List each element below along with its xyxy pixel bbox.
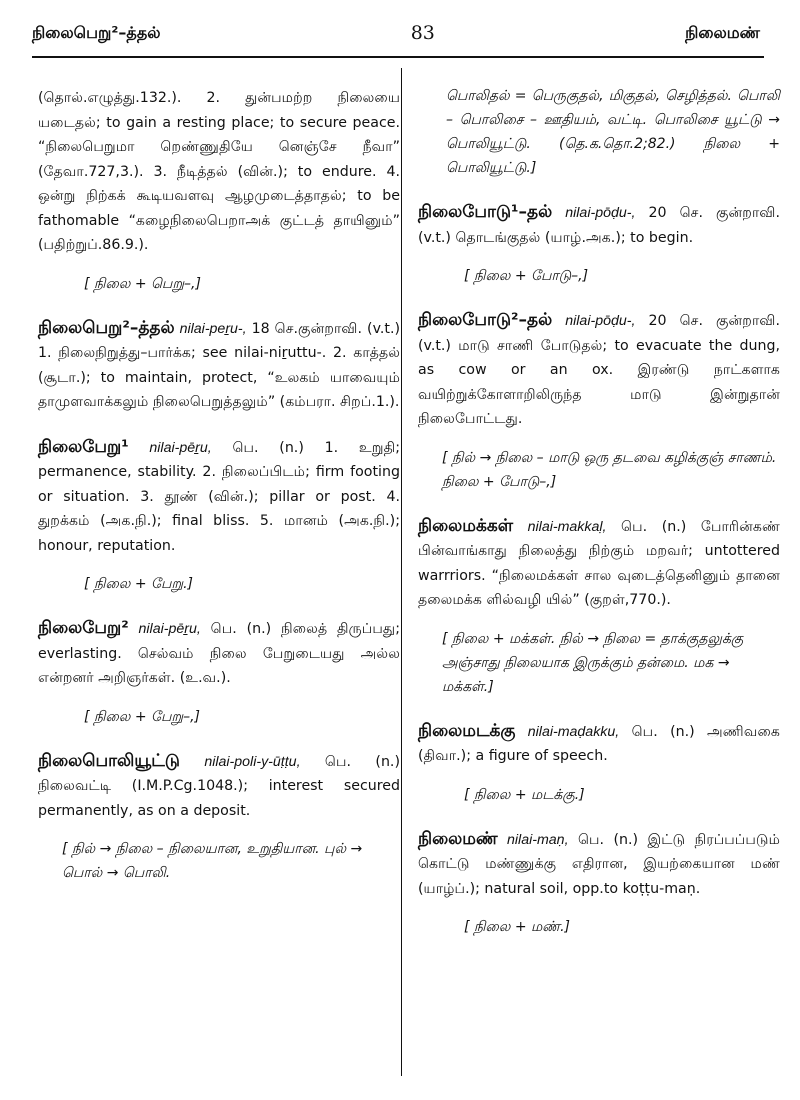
entry-transliteration: nilai-pōḍu-, bbox=[565, 313, 636, 329]
dictionary-entry bbox=[38, 435, 400, 597]
etymology: [ நிலை + பெறு–,] bbox=[84, 275, 201, 292]
entry-transliteration: nilai-pēṟu, bbox=[149, 439, 212, 456]
entry-definition: பெ. (n.) போரின்கண் பின்வாங்காது நிலைத்து நிற்கும் மறவர்; untottered warrriors. “நிலைமக்கள் சால வுடைத்தெனினும் தானை தலைமக்க ளில்வழி யில்” (குறள்,770.). bbox=[418, 518, 781, 608]
entry-transliteration: nilai-maḍakku, bbox=[527, 723, 620, 740]
page-number: 83 bbox=[410, 22, 435, 44]
dictionary-entry bbox=[418, 200, 780, 288]
entry-definition: பெ. (n.) நிலைவட்டி (I.M.P.Cg.1048.); interest secured permanently, as on a deposit. bbox=[38, 753, 400, 819]
etymology: [ நிலை + மடக்கு.] bbox=[464, 786, 585, 803]
entry-headword: நிலைபொலியூட்டு bbox=[38, 750, 180, 771]
left-column bbox=[38, 86, 400, 885]
etymology: [ நிலை + பேறு–,] bbox=[84, 708, 200, 725]
entry-transliteration: nilai-pōḍu-, bbox=[565, 205, 636, 221]
entry-headword: நிலைமடக்கு bbox=[418, 720, 516, 741]
etymology: [ நிலை + மண்.] bbox=[464, 919, 570, 935]
entry-transliteration: nilai-poli-y-ūṭṭu, bbox=[204, 753, 301, 770]
continued-etymology: பொலிதல் = பெருகுதல், மிகுதல், செழித்தல். பொலி – பொலிசை – ஊதியம், வட்டி. பொலிசை யூட்டு → பொலியூட்டு. (தெ.க.தொ.2;82.) நிலை + பொலியூட்டு.] bbox=[446, 88, 780, 176]
entry-definition: 20 செ. குன்றாவி. (v.t.) மாடு சாணி போடுதல்; to evacuate the dung, as cow or an ox. இரண்டு நாட்களாக வயிற்றுக்கோளாறிலிருந்த மாடு இன்றுதான் நிலைபோட்டது. bbox=[418, 313, 781, 427]
entry-headword: நிலைமண் bbox=[418, 828, 498, 849]
entry-headword: நிலைபெறு²–த்தல் bbox=[38, 317, 175, 338]
dictionary-entry bbox=[38, 616, 400, 729]
right-column bbox=[418, 84, 780, 939]
entry-headword: நிலைமக்கள் bbox=[418, 515, 514, 536]
left-running-head: நிலைபெறு²–த்தல் bbox=[32, 22, 161, 42]
dictionary-entry bbox=[38, 316, 400, 415]
column-divider bbox=[401, 68, 402, 1076]
dictionary-entry bbox=[418, 719, 780, 807]
etymology: [ நிலை + போடு–,] bbox=[464, 268, 589, 284]
entry-definition: பெ. (n.) அணிவகை (திவா.); a figure of speech. bbox=[418, 723, 780, 764]
right-running-head: நிலைமண் bbox=[685, 22, 760, 42]
page-header bbox=[32, 18, 760, 48]
entry-definition: 20 செ. குன்றாவி. (v.t.) தொடங்குதல் (யாழ்.அக.); to begin. bbox=[418, 205, 781, 246]
dictionary-entry bbox=[418, 514, 780, 699]
entry-headword: நிலைபோடு²–தல் bbox=[418, 310, 553, 330]
entry-headword: நிலைபேறு¹ bbox=[38, 436, 129, 457]
dictionary-entry bbox=[38, 749, 400, 886]
entry-definition: பெ. (n.) இட்டு நிரப்பப்படும் கொட்டு மண்ணுக்கு எதிரான, இயற்கையான மண் (யாழ்ப்.); natural soil, opp.to koṭṭu-maṇ. bbox=[418, 831, 781, 897]
entry-definition: 18 செ.குன்றாவி. (v.t.) 1. நிலைநிறுத்து–பார்க்க; see nilai-niṟuttu-. 2. காத்தல் (சூடா.); to maintain, protect, “உலகம் யாவையும் தாமுளவாக்கலும் நிலைபெறுத்தலும்” (கம்பரா. சிறப்.1.). bbox=[38, 320, 401, 410]
continued-entry-text: (தொல்.எழுத்து.132.). 2. துன்பமற்ற நிலையை யடைதல்; to gain a resting place; to secure peace. “நிலைபெறுமா றெண்ணுதியே னெஞ்சே நீவா” (தேவா.727,3.). 3. நீடித்தல் (வின்.); to endure. 4. ஒன்று நிற்கக் கூடியவளவு ஆழமுடைத்தாதல்; to be fathomable “கழைநிலைபெறாஅக் குட்டத் தாயினும்” (பதிற்றுப்.86.9.). bbox=[38, 90, 400, 253]
etymology: [ நிலை + மக்கள். நில் → நிலை = தாக்குதலுக்கு அஞ்சாது நிலையாக இருக்கும் தன்மை. மக → மக்கள்.] bbox=[442, 630, 744, 695]
entry-headword: நிலைபோடு¹–தல் bbox=[418, 202, 553, 222]
entry-definition: பெ. (n.) நிலைத் திருப்பது; everlasting. செல்வம் நிலை பேறுடையது அல்ல என்றனர் அறிஞர்கள். (உ.வ.). bbox=[38, 621, 401, 686]
dictionary-entry bbox=[418, 827, 780, 940]
header-rule bbox=[32, 56, 764, 58]
entry-transliteration: nilai-pēṟu, bbox=[138, 621, 201, 637]
entry-transliteration: nilai-maṇ, bbox=[507, 831, 569, 848]
etymology: [ நில் → நிலை – நிலையான, உறுதியான. புல் → பொல் → பொலி. bbox=[62, 841, 363, 881]
entry-headword: நிலைபேறு² bbox=[38, 618, 129, 638]
dictionary-entry bbox=[418, 308, 780, 494]
etymology: [ நிலை + பேறு.] bbox=[84, 576, 193, 592]
etymology: [ நில் → நிலை – மாடு ஒரு தடவை கழிக்குஞ் சாணம். நிலை + போடு–,] bbox=[442, 449, 777, 490]
entry-definition: பெ. (n.) 1. உறுதி; permanence, stability. 2. நிலைப்பிடம்; firm footing or situation. 3. தூண் (வின்.); pillar or post. 4. துறக்கம் (அக.நி.); final bliss. 5. மானம் (அக.நி.); honour, reputation. bbox=[38, 439, 400, 554]
entry-transliteration: nilai-makkaḷ, bbox=[527, 518, 607, 535]
entry-transliteration: nilai-peṟu-, bbox=[179, 320, 247, 337]
